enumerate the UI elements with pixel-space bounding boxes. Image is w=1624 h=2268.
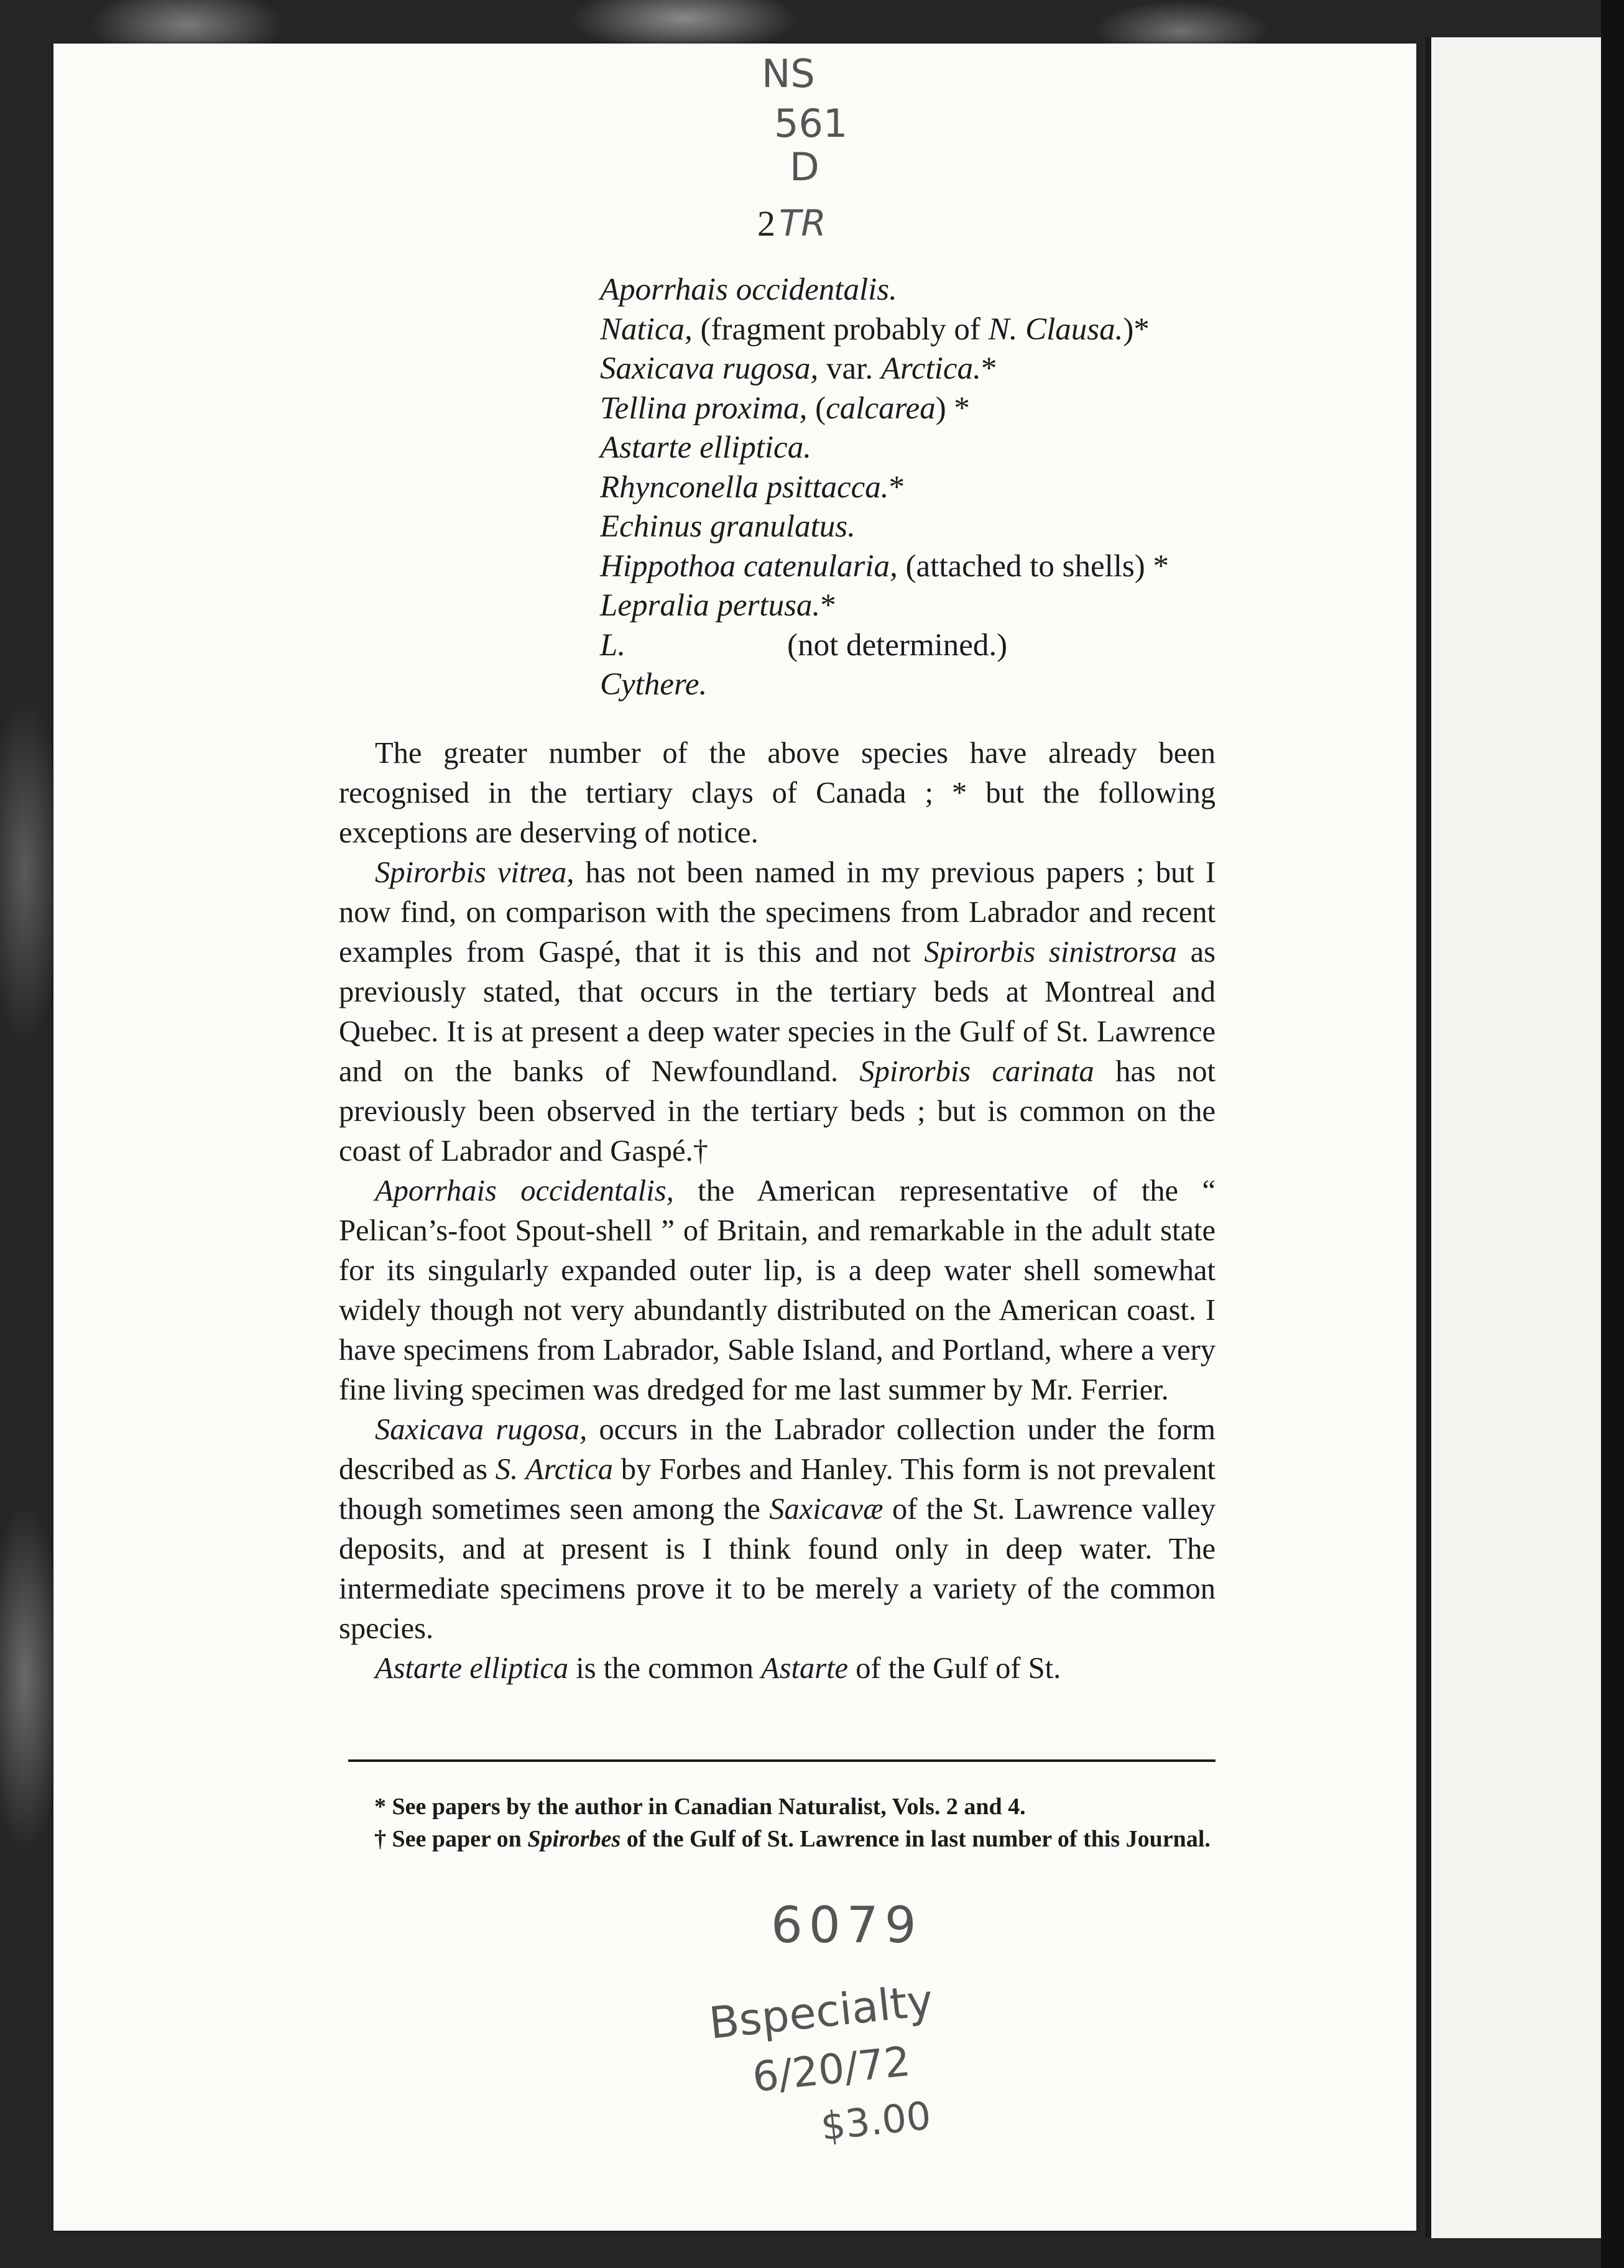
species-item (600, 310, 1421, 350)
handwritten-call-number-1: NS (762, 51, 815, 96)
taxon: Aporrhais occidentalis, (375, 1174, 674, 1207)
species-name: Echinus granulatus. (600, 509, 856, 544)
text: as previously stated, that occurs in the tertiary beds at Montreal and Quebec. It is at present a deep water species in the Gulf of St. Lawrence and on the banks of Newfoundland. (339, 936, 1216, 1088)
species-name: L. (600, 627, 626, 663)
handwritten-call-number-3: D (790, 144, 819, 190)
footnote: * See papers by the author in Canadian Naturalist, Vols. 2 and 4. (374, 1794, 1026, 1820)
species-name: Tellina proxima, (600, 390, 808, 426)
species-item (600, 547, 1421, 587)
page-number (757, 202, 826, 244)
text: the American representative of the “ Pelican’s-foot Spout-shell ” of Britain, and remarkable in the adult state for its singularly expanded outer lip, is a deep water shell somewhat widely though not very abundantly distributed on the American coast. I have specimens from Labrador, Sable Island, and Portland, where a very fine living specimen was dredged for me last summer by Mr. Ferrier. (339, 1174, 1216, 1406)
text: of the Gulf of St. Lawrence in last number of this Journal. (621, 1826, 1211, 1852)
species-item (600, 428, 1421, 468)
taxon: Astarte elliptica (375, 1652, 569, 1685)
species-note: * (820, 588, 836, 623)
taxon: Saxicava rugosa, (375, 1413, 588, 1446)
taxon: Spirorbes (527, 1826, 621, 1852)
taxon: Saxicavæ (769, 1493, 884, 1526)
species-item (600, 626, 1421, 666)
body-text (339, 734, 1216, 1689)
text: has not previously been observed in the tertiary beds ; but is common on the coast of Labrador and Gaspé.† (339, 1055, 1216, 1168)
species-name: Arctica. (880, 351, 981, 386)
species-item (600, 586, 1421, 626)
handwritten-call-number-2: 561 (774, 101, 848, 146)
species-list (600, 270, 1421, 705)
species-note: ( (807, 390, 826, 426)
handwritten-note: Bspecialty (706, 1975, 936, 2049)
text: is the common (568, 1652, 761, 1685)
paragraph (339, 1410, 1216, 1649)
species-name: calcarea (826, 390, 936, 426)
species-item (600, 468, 1421, 508)
handwritten-price: $3.00 (818, 2092, 933, 2150)
page-number-value: 2 (757, 203, 775, 244)
text: by Forbes and Hanley. This form is not prevalent though sometimes seen among the (339, 1453, 1216, 1526)
text: of the Gulf of St. (848, 1652, 1061, 1685)
footnotes (348, 1791, 1216, 1855)
species-item (600, 507, 1421, 547)
species-name: Cythere. (600, 667, 708, 702)
species-note: var. (818, 351, 881, 386)
paragraph (339, 1649, 1216, 1689)
taxon: Spirorbis carinata (859, 1055, 1094, 1088)
handwritten-page-mark: TR (779, 202, 826, 244)
species-name: Saxicava rugosa, (600, 351, 819, 386)
scan-edge (1601, 0, 1624, 2268)
taxon: Spirorbis vitrea, (375, 856, 574, 889)
species-name: Rhynconella psittacca. (600, 469, 889, 505)
taxon: S. Arctica (495, 1453, 614, 1486)
species-name: N. Clausa. (988, 311, 1123, 347)
taxon: Astarte (760, 1652, 849, 1685)
taxon: Spirorbis sinistrorsa (924, 936, 1177, 969)
paragraph: The greater number of the above species have already been recognised in the tertiary clays of Canada ; * but the following exceptions are deserving of notice. (339, 737, 1216, 849)
footnote-divider (348, 1759, 1216, 1762)
species-note: ) * (935, 390, 970, 426)
footnote (348, 1823, 1216, 1855)
species-note: * (888, 469, 905, 505)
species-note: )* (1123, 311, 1150, 347)
handwritten-accession-number: 6079 (771, 1896, 923, 1954)
species-note: (attached to shells) * (897, 548, 1170, 584)
paragraph (339, 1171, 1216, 1410)
facing-page-edge (1425, 37, 1618, 2238)
species-name: Astarte elliptica. (600, 430, 811, 465)
species-note: (fragment probably of (692, 311, 989, 347)
species-name: Lepralia pertusa. (600, 588, 821, 623)
species-note: (not determined.) (787, 627, 1008, 663)
paragraph (339, 853, 1216, 1171)
species-item (600, 389, 1421, 429)
species-item (600, 270, 1421, 310)
text: of the St. Lawrence valley deposits, and at present is I think found only in deep water. The intermediate specimens prove it to be merely a variety of the common species. (339, 1493, 1216, 1645)
species-name: Hippothoa catenularia, (600, 548, 898, 584)
species-name: Aporrhais occidentalis. (600, 272, 897, 307)
species-item (600, 349, 1421, 389)
species-note: * (980, 351, 997, 386)
text: † See paper on (374, 1826, 528, 1852)
text: has not been named in my previous papers ; but I now find, on comparison with the specimens from Labrador and recent examples from Gaspé, that it is this and not (339, 856, 1216, 969)
text: occurs in the Labrador collection under the form described as (339, 1413, 1216, 1486)
species-name: Natica, (600, 311, 693, 347)
species-item (600, 665, 1421, 705)
handwritten-date: 6/20/72 (750, 2037, 913, 2102)
